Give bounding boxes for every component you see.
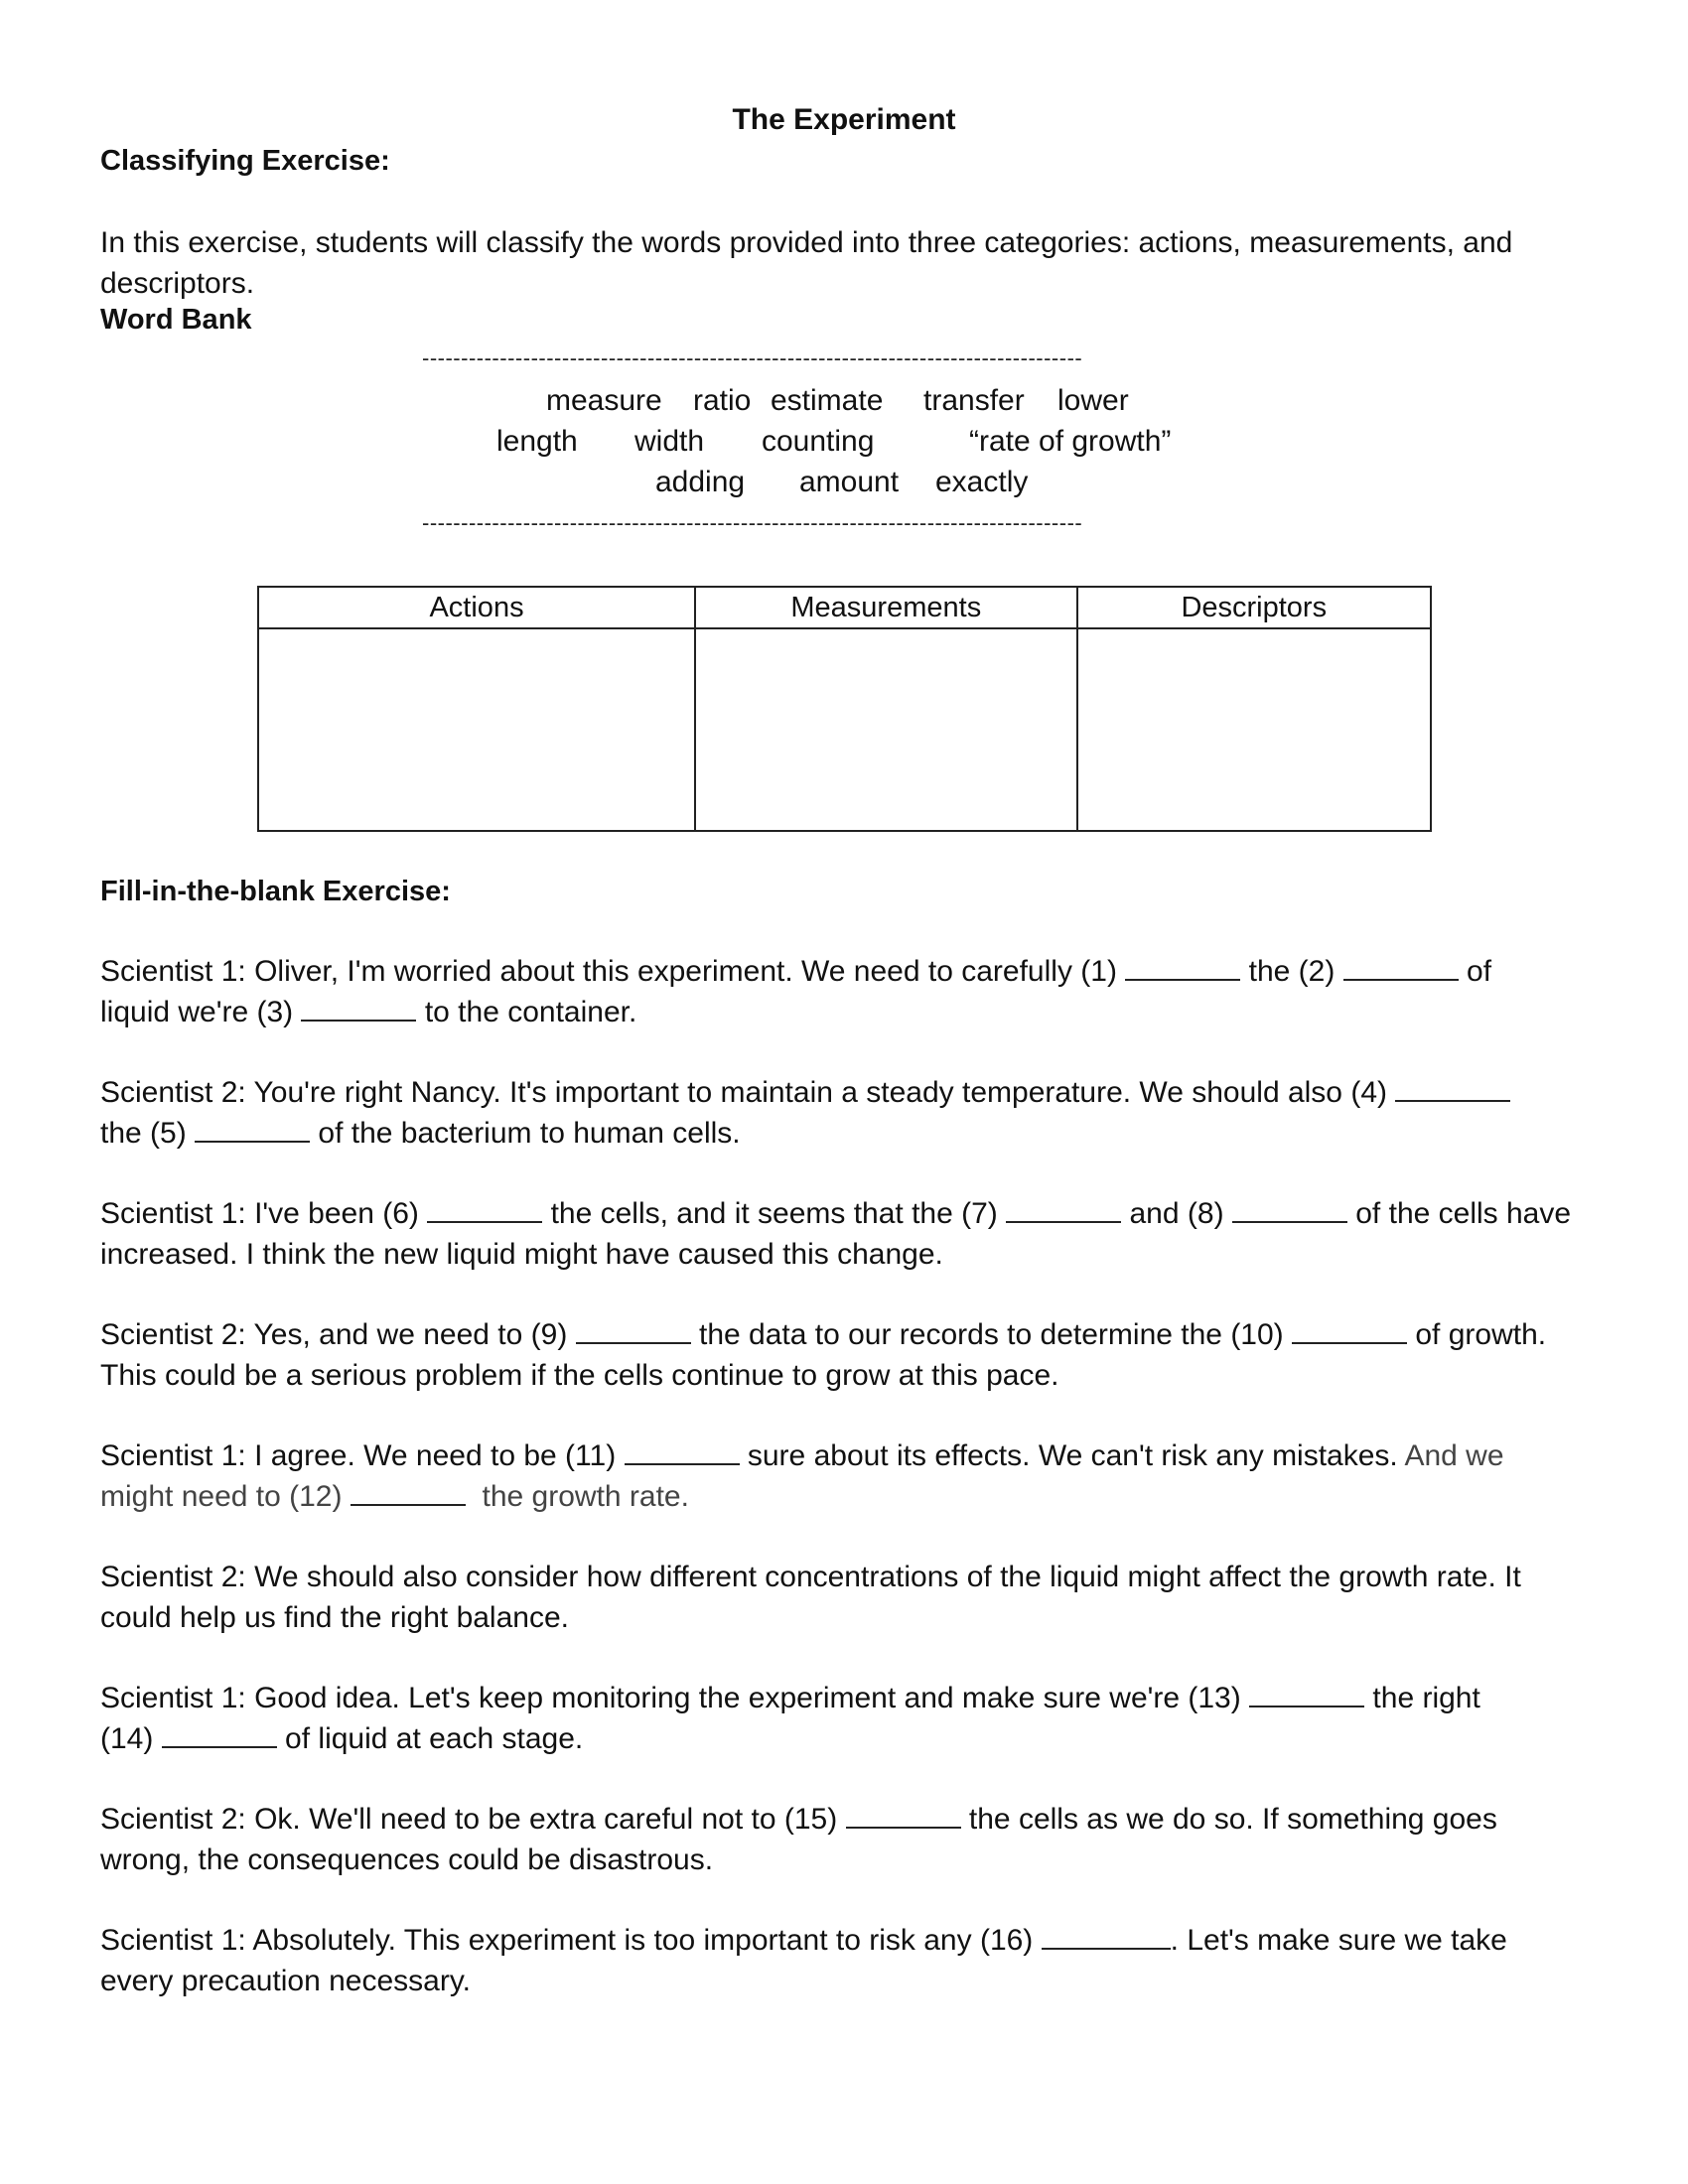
fill-in-heading: Fill-in-the-blank Exercise: bbox=[100, 876, 451, 907]
word-bank-word: transfer bbox=[923, 384, 1025, 417]
dialogue-text: Scientist 1: Good idea. Let's keep monitoring the experiment and make sure we're (13) bbox=[100, 1682, 1241, 1714]
blank-3[interactable] bbox=[301, 994, 416, 1022]
word-bank-word: “rate of growth” bbox=[969, 425, 1172, 458]
table-row bbox=[258, 628, 1431, 831]
dialogue-text: and (8) bbox=[1129, 1197, 1224, 1230]
blank-1[interactable] bbox=[1125, 953, 1240, 981]
dialogue-text: Scientist 1: I've been (6) bbox=[100, 1197, 419, 1230]
dialogue-paragraph-9 bbox=[100, 1920, 1590, 2001]
blank-9[interactable] bbox=[576, 1316, 691, 1344]
dialogue-text: wrong, the consequences could be disastrous. bbox=[100, 1843, 714, 1876]
word-bank-word: exactly bbox=[935, 466, 1029, 498]
dialogue-text: of the bacterium to human cells. bbox=[318, 1117, 741, 1150]
word-bank-top-divider: ------------------------------------------------------------------------------------- bbox=[422, 345, 1083, 370]
page-title: The Experiment bbox=[732, 103, 956, 136]
dialogue-text: Scientist 2: Yes, and we need to (9) bbox=[100, 1318, 568, 1351]
word-bank-word: length bbox=[496, 425, 578, 458]
dialogue-text: the cells, and it seems that the (7) bbox=[550, 1197, 998, 1230]
dialogue-paragraph-6 bbox=[100, 1557, 1590, 1638]
table-header-descriptors: Descriptors bbox=[1077, 587, 1431, 628]
dialogue-text: the growth rate. bbox=[482, 1480, 689, 1513]
blank-6[interactable] bbox=[427, 1195, 542, 1223]
blank-4[interactable] bbox=[1395, 1074, 1510, 1102]
word-bank-word: counting bbox=[762, 425, 875, 458]
dialogue-text: of the cells have bbox=[1355, 1197, 1572, 1230]
dialogue-text: Scientist 1: Absolutely. This experiment is too important to risk any (16) bbox=[100, 1924, 1034, 1957]
word-bank-word: ratio bbox=[693, 384, 752, 417]
table-header-measurements: Measurements bbox=[695, 587, 1076, 628]
dialogue-text: Scientist 2: You're right Nancy. It's important to maintain a steady temperature. We should also (4) bbox=[100, 1076, 1387, 1109]
dialogue-text: every precaution necessary. bbox=[100, 1965, 471, 1997]
blank-13[interactable] bbox=[1249, 1680, 1364, 1707]
blank-5[interactable] bbox=[195, 1115, 310, 1143]
dialogue-text: the right bbox=[1372, 1682, 1480, 1714]
dialogue-text: . Let's make sure we take bbox=[1170, 1924, 1507, 1957]
dialogue-text: might need to (12) bbox=[100, 1480, 343, 1513]
dialogue-text: Scientist 1: Oliver, I'm worried about this experiment. We need to carefully (1) bbox=[100, 955, 1117, 988]
word-bank-word: lower bbox=[1057, 384, 1129, 417]
dialogue-text: Scientist 2: We should also consider how different concentrations of the liquid might affect the growth rate. It bbox=[100, 1561, 1521, 1593]
dialogue-paragraph-1 bbox=[100, 951, 1590, 1032]
blank-14[interactable] bbox=[162, 1720, 277, 1748]
descriptors-answer-cell[interactable] bbox=[1077, 628, 1431, 831]
dialogue-text: of bbox=[1467, 955, 1492, 988]
dialogue-text: to the container. bbox=[424, 996, 637, 1028]
word-bank-word: adding bbox=[655, 466, 746, 498]
dialogue-paragraph-4 bbox=[100, 1314, 1590, 1396]
dialogue-paragraph-5 bbox=[100, 1435, 1590, 1517]
dialogue-text: And we bbox=[1404, 1439, 1504, 1472]
dialogue-paragraph-2 bbox=[100, 1072, 1590, 1154]
dialogue-text: the (2) bbox=[1248, 955, 1336, 988]
dialogue-text: (14) bbox=[100, 1722, 154, 1755]
measurements-answer-cell[interactable] bbox=[695, 628, 1076, 831]
blank-10[interactable] bbox=[1292, 1316, 1407, 1344]
blank-16[interactable] bbox=[1042, 1922, 1171, 1950]
dialogue-paragraph-8 bbox=[100, 1799, 1590, 1880]
dialogue-text: of liquid at each stage. bbox=[285, 1722, 584, 1755]
word-bank-word: width bbox=[634, 425, 705, 458]
dialogue-text: Scientist 2: Ok. We'll need to be extra careful not to (15) bbox=[100, 1803, 838, 1836]
dialogue-text: the cells as we do so. If something goes bbox=[968, 1803, 1497, 1836]
table-header-row bbox=[258, 587, 1431, 628]
word-bank-word: amount bbox=[799, 466, 900, 498]
dialogue-text: Scientist 1: I agree. We need to be (11) bbox=[100, 1439, 617, 1472]
word-bank-bottom-divider: ------------------------------------------------------------------------------------- bbox=[422, 510, 1083, 535]
word-bank-word: estimate bbox=[771, 384, 884, 417]
blank-15[interactable] bbox=[846, 1801, 961, 1829]
word-bank-word: measure bbox=[546, 384, 662, 417]
blank-7[interactable] bbox=[1006, 1195, 1121, 1223]
dialogue-paragraph-3 bbox=[100, 1193, 1590, 1275]
classifying-intro: In this exercise, students will classify the words provided into three categories: actions, measurements, and descriptors. bbox=[100, 226, 1513, 300]
dialogue-text: the data to our records to determine the (10) bbox=[699, 1318, 1284, 1351]
dialogue-text: could help us find the right balance. bbox=[100, 1601, 569, 1634]
blank-12[interactable] bbox=[351, 1478, 466, 1506]
dialogue-text: liquid we're (3) bbox=[100, 996, 294, 1028]
blank-11[interactable] bbox=[625, 1437, 740, 1465]
blank-8[interactable] bbox=[1232, 1195, 1347, 1223]
dialogue-text: the (5) bbox=[100, 1117, 187, 1150]
dialogue-paragraph-7 bbox=[100, 1678, 1590, 1759]
dialogue-text: of growth. bbox=[1415, 1318, 1547, 1351]
blank-2[interactable] bbox=[1343, 953, 1459, 981]
dialogue-text: sure about its effects. We can't risk any mistakes. bbox=[747, 1439, 1398, 1472]
word-bank-heading: Word Bank bbox=[100, 304, 252, 336]
dialogue-text: This could be a serious problem if the cells continue to grow at this pace. bbox=[100, 1359, 1059, 1392]
classification-table bbox=[257, 586, 1432, 832]
table-header-actions: Actions bbox=[258, 587, 695, 628]
classifying-heading: Classifying Exercise: bbox=[100, 145, 390, 177]
actions-answer-cell[interactable] bbox=[258, 628, 695, 831]
dialogue-text: increased. I think the new liquid might have caused this change. bbox=[100, 1238, 943, 1271]
